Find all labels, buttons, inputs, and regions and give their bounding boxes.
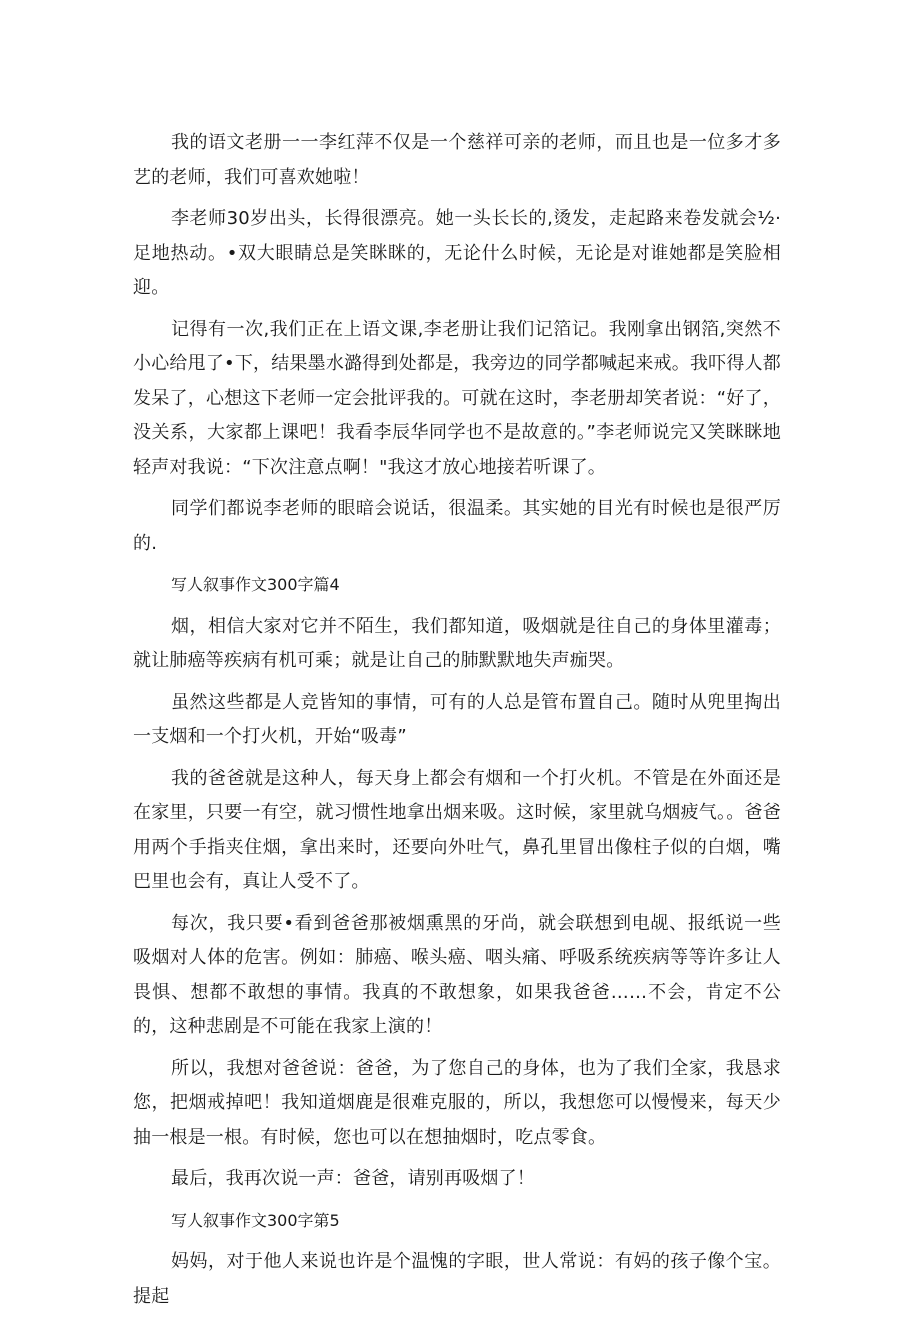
paragraph-smoking-intro: 烟，相信大家对它并不陌生，我们都知道，吸烟就是往自己的身体里灌毒；就让肺癌等疾病有机可乘；就是让自己的肺默默地失声痂哭。 [133,615,781,671]
section-heading-4: 写人叙事作文300字篇4 [171,575,340,594]
paragraph-ink-incident: 记得有一次,我们正在上语文课,李老册让我们记箔记。我刚拿出钢箔,突然不小心给甩了•下，结果墨水潞得到处都是，我旁边的同学都喊起来戒。我吓得人都发呆了，心想这下老师一定会批评我的。可就在这时，李老册却笑者说：“好了，没关系，大家都上课吧！我看李辰华同学也不是故意的。”李老师说完又笑眯眯地轻声对我说：“下次注意点啊！"我这才放心地接若听课了。 [133,318,781,478]
document-body [133,126,781,1321]
paragraph-teacher-eyes: 同学们都说李老师的眼暗会说话，很温柔。其实她的目光有时候也是很严厉的. [133,498,781,554]
paragraph-teacher-intro: 我的语文老册一一李红萍不仅是一个慈祥可亲的老师，而且也是一位多才多艺的老师，我们可喜欢她啦！ [133,132,781,188]
paragraph-plea-to-dad: 所以，我想对爸爸说：爸爸，为了您自己的身体，也为了我们全家，我恳求您，把烟戒掉吧！我知道烟鹿是很难克服的，所以，我想您可以慢慢来，每天少抽一根是一根。有时候，您也可以在想抽烟时，吃点零食。 [133,1057,781,1148]
section-heading-5: 写人叙事作文300字第5 [171,1210,340,1230]
paragraph-mother-intro: 妈妈，对于他人来说也许是个温愧的字眼，世人常说：有妈的孩子像个宝。提起 [133,1251,781,1307]
paragraph-final-plea: 最后，我再次说一声：爸爸，请别再吸烟了！ [171,1168,535,1189]
paragraph-teacher-appearance: 李老师30岁出头，长得很漂亮。她一头长长的,烫发，走起路来卷发就会½·足地热动。•双大眼睛总是笑眯眯的，无论什么时候，无论是对谁她都是笑脸相迎。 [133,208,781,298]
paragraph-smoking-harm: 每次，我只要•看到爸爸那被烟熏黑的牙尚，就会联想到电觇、报纸说一些吸烟对人体的危害。例如：肺癌、喉头癌、咽头痛、呼吸系统疾病等等许多让人畏惧、想都不敢想的事情。我真的不敢想象，如果我爸爸……不会，肯定不公的，这种悲剧是不可能在我家上演的！ [133,912,781,1037]
paragraph-dad-smoking: 我的爸爸就是这种人，每天身上都会有烟和一个打火机。不管是在外面还是在家里，只要一有空，就习惯性地拿出烟来吸。这时候，家里就乌烟疲气。。爸爸用两个手指夹住烟，拿出来时，还要向外吐气，鼻孔里冒出像柱子似的白烟，嘴巴里也会有，真让人受不了。 [133,767,781,892]
paragraph-smoking-habit: 虽然这些都是人竞皆知的事情，可有的人总是管布置自己。随时从兜里掏出一支烟和一个打火机，开始“吸毒” [133,691,781,747]
